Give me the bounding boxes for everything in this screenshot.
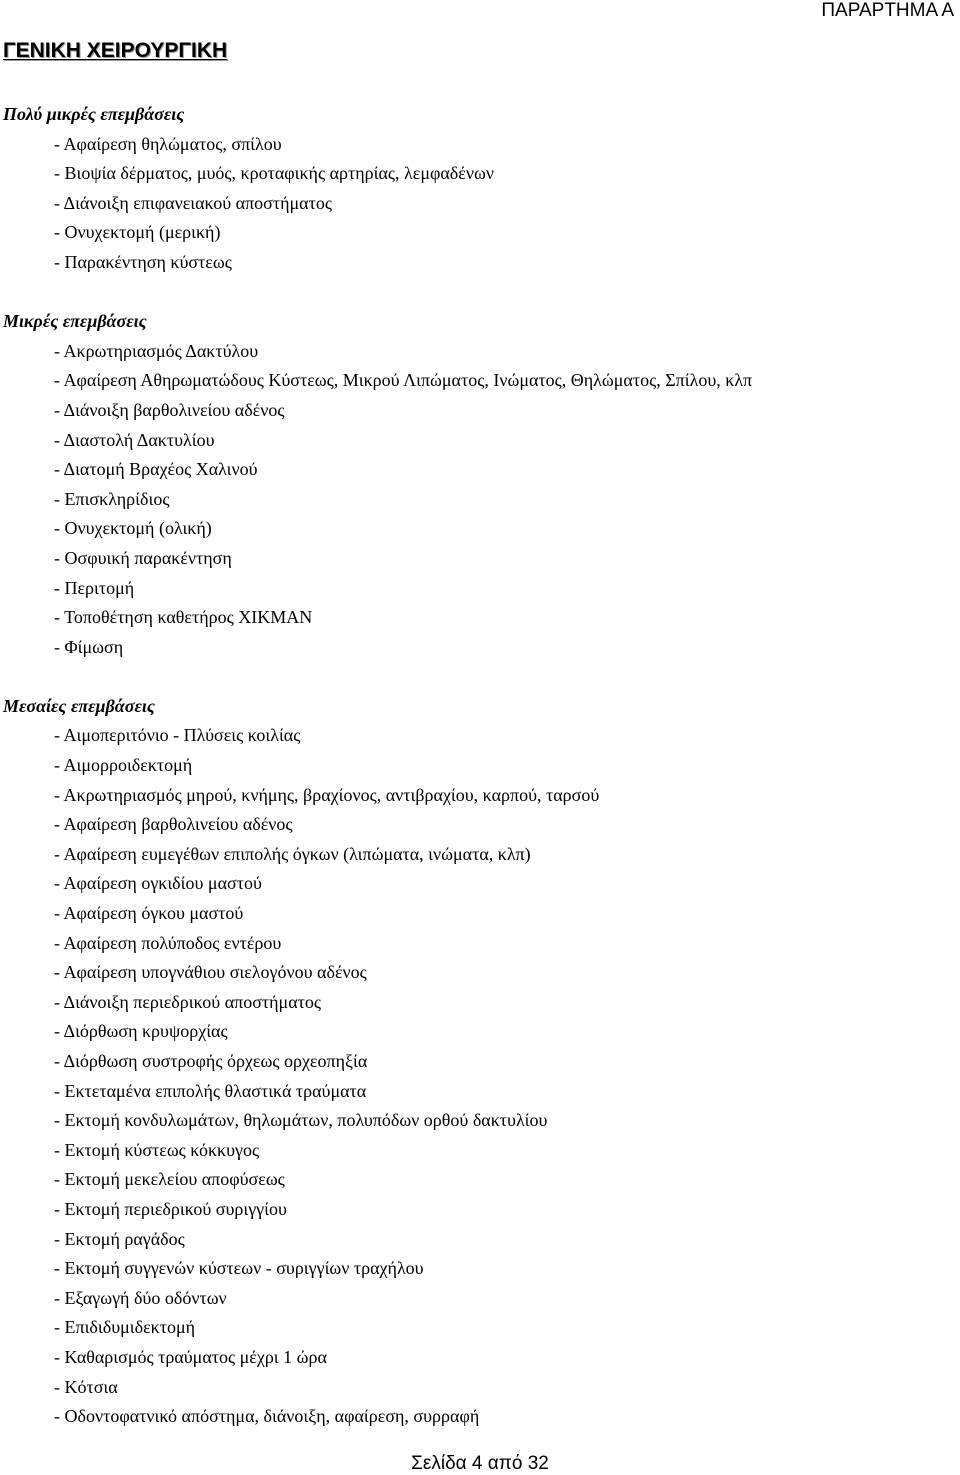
procedure-sections bbox=[3, 100, 960, 1461]
list-item: - Ακρωτηριασμός Δακτύλου bbox=[54, 340, 259, 361]
list-item: - Οδοντοφατνικό απόστημα, διάνοιξη, αφαίρεση, συρραφή bbox=[54, 1406, 480, 1427]
list-item: - Αφαίρεση πολύποδος εντέρου bbox=[54, 932, 282, 953]
list-item: - Οσφυική παρακέντηση bbox=[54, 547, 232, 568]
section-very-minor bbox=[3, 100, 960, 278]
list-item: - Εξαγωγή δύο οδόντων bbox=[54, 1287, 227, 1308]
list-item: - Επισκληρίδιος bbox=[54, 488, 170, 509]
list-item: - Διατομή Βραχέος Χαλινού bbox=[54, 459, 258, 480]
list-item: - Εκτομή κύστεως κόκκυγος bbox=[54, 1139, 260, 1160]
list-item: - Αφαίρεση όγκου μαστού bbox=[54, 903, 244, 924]
list-item: - Διαστολή Δακτυλίου bbox=[54, 429, 215, 450]
page-number: Σελίδα 4 από 32 bbox=[411, 1453, 549, 1474]
section-medium bbox=[3, 692, 960, 1432]
section-minor bbox=[3, 307, 960, 662]
appendix-label: ΠΑΡΑΡΤΗΜΑ Α bbox=[821, 0, 954, 21]
list-item: - Ονυχεκτομή (μερική) bbox=[54, 222, 221, 243]
list-item: - Παρακέντηση κύστεως bbox=[54, 251, 232, 272]
list-item: - Αφαίρεση Αθηρωματώδους Κύστεως, Μικρού Λιπώματος, Ινώματος, Θηλώματος, Σπίλου, κλπ bbox=[54, 370, 753, 391]
section-title: Πολύ μικρές επεμβάσεις bbox=[3, 104, 185, 124]
list-item: - Διόρθωση συστροφής όρχεως ορχεοπηξία bbox=[54, 1051, 368, 1071]
list-item: - Περιτομή bbox=[54, 577, 135, 598]
list-item: - Διόρθωση κρυψορχίας bbox=[54, 1021, 228, 1042]
list-item: - Αφαίρεση βαρθολινείου αδένος bbox=[54, 814, 293, 835]
list-item: - Κότσια bbox=[54, 1376, 118, 1397]
list-item: - Εκτομή κονδυλωμάτων, θηλωμάτων, πολυπόδων ορθού δακτυλίου bbox=[54, 1110, 548, 1131]
list-item: - Αφαίρεση ευμεγέθων επιπολής όγκων (λιπώματα, ινώματα, κλπ) bbox=[54, 843, 531, 864]
list-item: - Εκτομή μεκελείου αποφύσεως bbox=[54, 1169, 285, 1190]
list-item: - Εκτεταμένα επιπολής θλαστικά τραύματα bbox=[54, 1080, 367, 1101]
list-item: - Εκτομή συγγενών κύστεων - συριγγίων τραχήλου bbox=[54, 1258, 424, 1279]
document-title: ΓΕΝΙΚΗ ΧΕΙΡΟΥΡΓΙΚΗ bbox=[3, 39, 228, 62]
list-item: - Αιμορροιδεκτομή bbox=[54, 755, 193, 776]
list-item: - Διάνοιξη επιφανειακού αποστήματος bbox=[54, 192, 332, 213]
list-item: - Αφαίρεση θηλώματος, σπίλου bbox=[54, 133, 282, 154]
list-item: - Καθαρισμός τραύματος μέχρι 1 ώρα bbox=[54, 1346, 327, 1367]
list-item: - Αφαίρεση υπογνάθιου σιελογόνου αδένος bbox=[54, 962, 367, 983]
list-item: - Εκτομή ραγάδος bbox=[54, 1228, 185, 1249]
list-item: - Ακρωτηριασμός μηρού, κνήμης, βραχίονος, αντιβραχίου, καρπού, ταρσού bbox=[54, 784, 600, 805]
list-item: - Ονυχεκτομή (ολική) bbox=[54, 518, 212, 539]
list-item: - Βιοψία δέρματος, μυός, κροταφικής αρτηρίας, λεμφαδένων bbox=[54, 163, 494, 184]
section-title: Μεσαίες επεμβάσεις bbox=[3, 695, 155, 716]
list-item: - Διάνοιξη περιεδρικού αποστήματος bbox=[54, 991, 322, 1012]
list-item: - Διάνοιξη βαρθολινείου αδένος bbox=[54, 399, 285, 420]
list-item: - Εκτομή περιεδρικού συριγγίου bbox=[54, 1198, 287, 1219]
list-item: - Αιμοπεριτόνιο - Πλύσεις κοιλίας bbox=[54, 725, 301, 746]
list-item: - Επιδιδυμιδεκτομή bbox=[54, 1317, 196, 1338]
section-title: Μικρές επεμβάσεις bbox=[3, 311, 147, 332]
list-item: - Αφαίρεση ογκιδίου μαστού bbox=[54, 873, 262, 894]
list-item: - Τοποθέτηση καθετήρος ΧΙΚΜΑΝ bbox=[54, 607, 313, 628]
list-item: - Φίμωση bbox=[54, 636, 124, 657]
